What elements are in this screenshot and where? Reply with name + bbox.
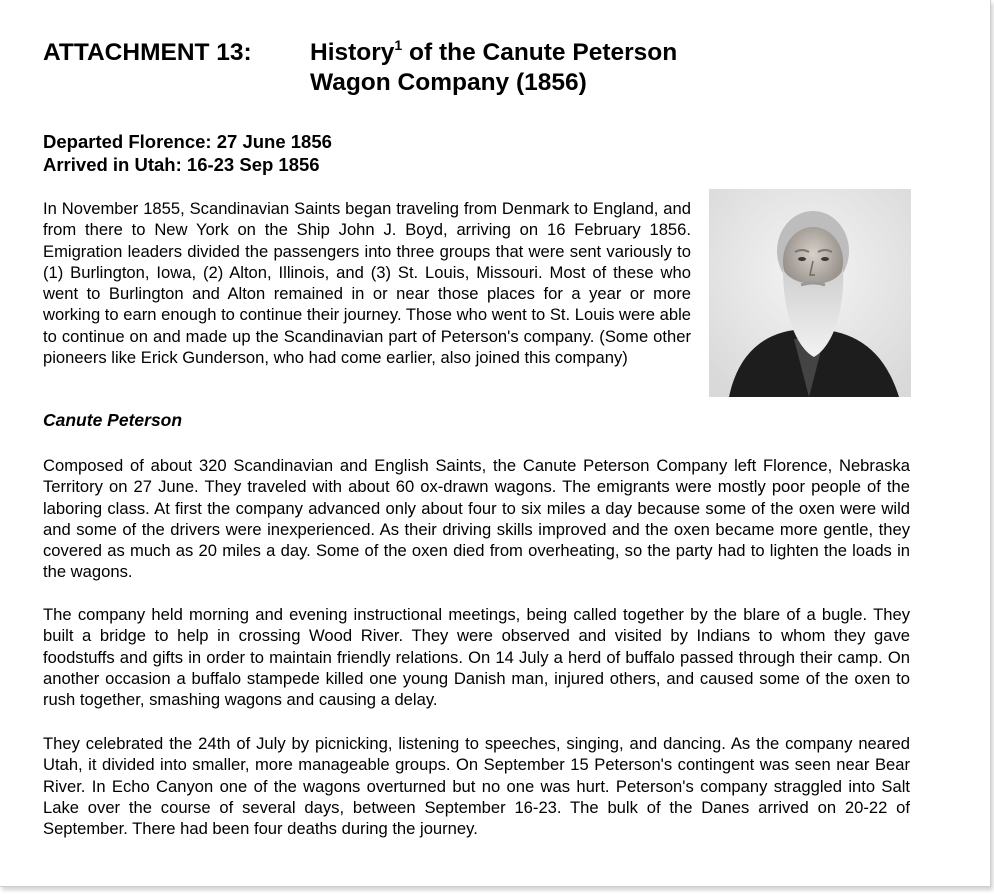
document-title bbox=[43, 38, 677, 98]
body-paragraph-1: Composed of about 320 Scandinavian and English Saints, the Canute Peterson Company left Florence, Nebraska Territory on 27 June. They traveled with about 60 ox-drawn wagons. The emigrants were mostly poor people of the laboring class. At first the company advanced only about four to six miles a day because some of the oxen were wild and some of the drivers were inexperienced. As their driving skills improved and the oxen became more gentle, they covered as much as 20 miles a day. Some of the oxen died from overheating, so the party had to lighten the loads in the wagons. bbox=[43, 456, 910, 582]
attachment-label: ATTACHMENT 13: bbox=[43, 39, 252, 66]
departed-date: Departed Florence: 27 June 1856 bbox=[43, 131, 332, 152]
body-paragraph-3: They celebrated the 24th of July by picnicking, listening to speeches, singing, and dancing. As the company neared Utah, it divided into smaller, more manageable groups. On September 15 Peterson's contingent was seen near Bear River. In Echo Canyon one of the wagons overturned but no one was hurt. Peterson's company straggled into Salt Lake over the course of several days, between September 16-23. The bulk of the Danes arrived on 20-22 of September. There had been four deaths during the journey. bbox=[43, 734, 910, 839]
title-line-2: Wagon Company (1856) bbox=[310, 69, 587, 96]
title-history-word: History bbox=[310, 39, 395, 66]
intro-paragraph: In November 1855, Scandinavian Saints began traveling from Denmark to England, and from there to New York on the Ship John J. Boyd, arriving on 16 February 1856. Emigration leaders divided the passengers into three groups that were sent variously to (1) Burlington, Iowa, (2) Alton, Illinois, and (3) St. Louis, Missouri. Most of these who went to Burlington and Alton remained in or near those places for a year or more working to earn enough to continue their journey. Those who went to St. Louis were able to continue on and made up the Scandinavian part of Peterson's company. (Some other pioneers like Erick Gunderson, who had come earlier, also joined this company) bbox=[43, 199, 691, 368]
section-heading: Canute Peterson bbox=[43, 410, 183, 430]
title-line-1-rest: of the Canute Peterson bbox=[402, 39, 678, 66]
arrived-date: Arrived in Utah: 16-23 Sep 1856 bbox=[43, 154, 320, 175]
trip-dates bbox=[43, 130, 332, 176]
title-line-1 bbox=[310, 38, 677, 68]
canute-peterson-portrait bbox=[709, 189, 911, 397]
body-paragraph-2: The company held morning and evening instructional meetings, being called together by the blare of a bugle. They built a bridge to help in crossing Wood River. They were observed and visited by Indians to whom they gave foodstuffs and gifts in order to maintain friendly relations. On 14 July a herd of buffalo passed through their camp. On another occasion a buffalo stampede killed one young Danish man, injured others, and caused some of the oxen to rush together, smashing wagons and causing a delay. bbox=[43, 605, 910, 710]
portrait-photo-icon bbox=[709, 189, 911, 397]
footnote-marker[interactable]: 1 bbox=[394, 37, 403, 53]
